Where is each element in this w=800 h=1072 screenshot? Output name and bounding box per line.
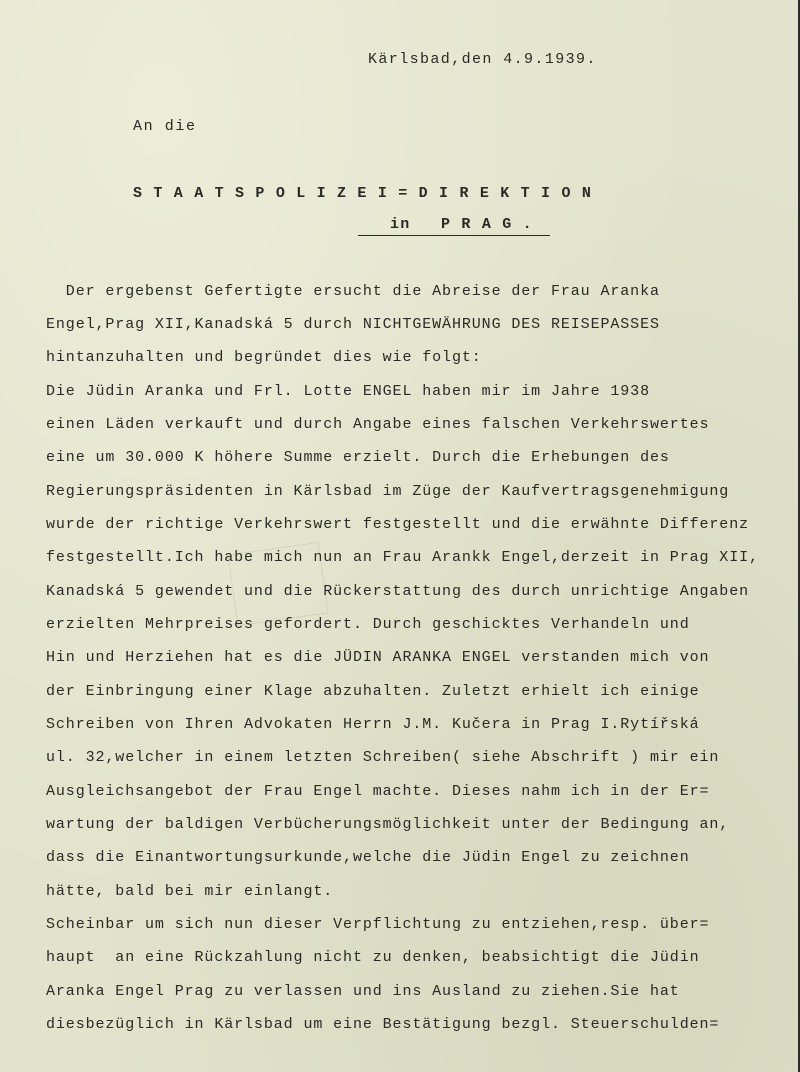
body-line: der Einbringung einer Klage abzuhalten. Zuletzt erhielt ich einige xyxy=(46,683,700,700)
city-underline xyxy=(358,235,550,236)
body-line: Ausgleichsangebot der Frau Engel machte. Dieses nahm ich in der Er= xyxy=(46,783,710,800)
body-line: dass die Einantwortungsurkunde,welche die Jüdin Engel zu zeichnen xyxy=(46,849,690,866)
show-through-text xyxy=(600,70,770,270)
body-line: Hin und Herziehen hat es die JÜDIN ARANKA ENGEL verstanden mich von xyxy=(46,649,710,666)
addressee: S T A A T S P O L I Z E I = D I R E K T I O N xyxy=(133,185,593,202)
body-line: hätte, bald bei mir einlangt. xyxy=(46,883,334,900)
body-line: Engel,Prag XII,Kanadská 5 durch NICHTGEWÄHRUNG DES REISEPASSES xyxy=(46,316,660,333)
body-line: hintanzuhalten und begründet dies wie folgt: xyxy=(46,349,482,366)
addressee-city: in P R A G . xyxy=(390,216,533,233)
body-line: wurde der richtige Verkehrswert festgestellt und die erwähnte Differenz xyxy=(46,516,750,533)
body-line: Regierungspräsidenten in Kärlsbad im Züge der Kaufvertragsgenehmigung xyxy=(46,483,730,500)
body-line: einen Läden verkauft und durch Angabe eines falschen Verkehrswertes xyxy=(46,416,710,433)
body-line: Kanadská 5 gewendet und die Rückerstattung des durch unrichtige Angaben xyxy=(46,583,750,600)
faint-stamp xyxy=(227,542,328,626)
body-line: Scheinbar um sich nun dieser Verpflichtung zu entziehen,resp. über= xyxy=(46,916,710,933)
salutation: An die xyxy=(133,118,197,135)
body-line: Der ergebenst Gefertigte ersucht die Abreise der Frau Aranka xyxy=(46,283,660,300)
body-line: Aranka Engel Prag zu verlassen und ins Ausland zu ziehen.Sie hat xyxy=(46,983,680,1000)
body-line: haupt an eine Rückzahlung nicht zu denken, beabsichtigt die Jüdin xyxy=(46,949,700,966)
body-line: wartung der baldigen Verbücherungsmöglichkeit unter der Bedingung an, xyxy=(46,816,730,833)
body-line: Die Jüdin Aranka und Frl. Lotte ENGEL haben mir im Jahre 1938 xyxy=(46,383,650,400)
body-line: eine um 30.000 K höhere Summe erzielt. Durch die Erhebungen des xyxy=(46,449,670,466)
body-line: Schreiben von Ihren Advokaten Herrn J.M. Kučera in Prag I.Rytířská xyxy=(46,716,700,733)
body-line: festgestellt.Ich habe mich nun an Frau Arankk Engel,derzeit in Prag XII, xyxy=(46,549,759,566)
date-line: Kärlsbad,den 4.9.1939. xyxy=(368,51,597,68)
body-line: diesbezüglich in Kärlsbad um eine Bestätigung bezgl. Steuerschulden= xyxy=(46,1016,720,1033)
body-line: ul. 32,welcher in einem letzten Schreiben( siehe Abschrift ) mir ein xyxy=(46,749,720,766)
body-line: erzielten Mehrpreises gefordert. Durch geschicktes Verhandeln und xyxy=(46,616,690,633)
